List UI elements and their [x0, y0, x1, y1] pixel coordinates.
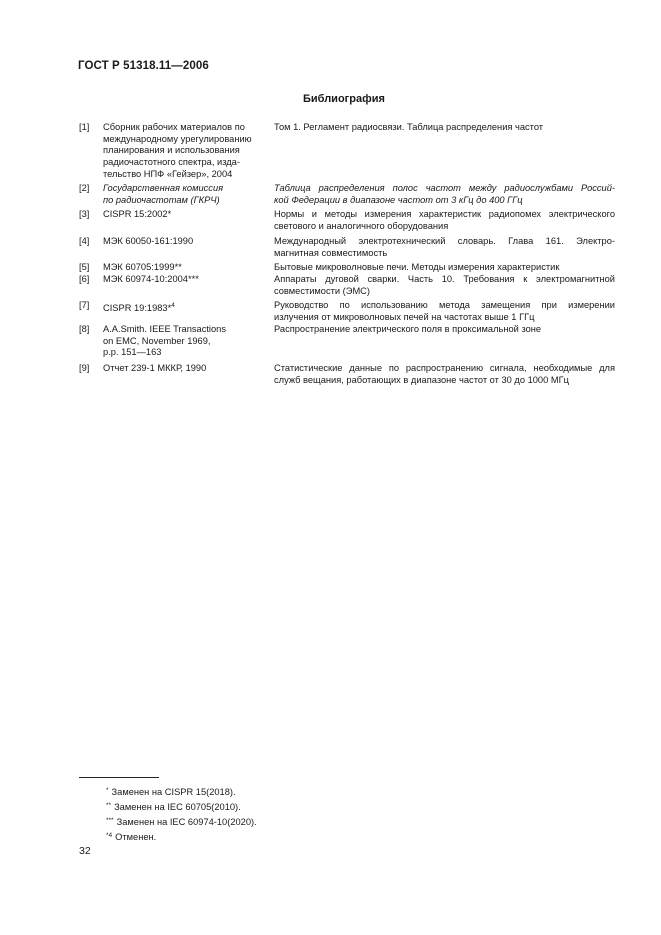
entry-number: [9]	[79, 363, 90, 373]
footnote-mark: *4	[106, 832, 113, 839]
entry-description	[274, 209, 615, 232]
footnote	[106, 800, 241, 813]
description-line: Нормы и методы измерения характеристик радиопомех электрического	[274, 209, 615, 219]
description-line: Аппараты дуговой сварки. Часть 10. Требования к электромагнитной	[274, 274, 615, 284]
entry-number: [3]	[79, 209, 90, 219]
entry-description	[274, 363, 615, 386]
entry-source	[103, 324, 268, 359]
source-line: МЭК 60050-161:1990	[103, 236, 194, 246]
source-line: Отчет 239-1 МККР, 1990	[103, 363, 207, 373]
footnote-mark: **	[106, 802, 112, 809]
entry-number: [2]	[79, 183, 90, 193]
source-line: Сборник рабочих материалов по	[103, 122, 245, 132]
description-line: Бытовые микроволновые печи. Методы измерения характеристик	[274, 262, 560, 272]
entry-description	[274, 300, 615, 323]
source-line: A.A.Smith. IEEE Transactions	[103, 324, 226, 334]
footnote-mark: *	[106, 787, 109, 794]
description-line: Том 1. Регламент радиосвязи. Таблица распределения частот	[274, 122, 544, 132]
footnote-text: Заменен на IEC 60974-10(2020).	[116, 817, 257, 827]
description-line: Распространение электрического поля в проксимальной зоне	[274, 324, 542, 334]
source-line: CISPR 15:2002*	[103, 209, 172, 219]
footnote-text: Отменен.	[115, 832, 157, 842]
entry-source	[103, 300, 268, 315]
source-line: по радиочастотам (ГКРЧ)	[103, 194, 220, 205]
entry-source	[103, 209, 268, 221]
description-line: Статистические данные по распространению сигнала, необходимые для	[274, 363, 615, 373]
source-line: МЭК 60705:1999**	[103, 262, 182, 272]
description-line: совместимости (ЭМС)	[274, 285, 370, 296]
entry-number: [6]	[79, 274, 90, 284]
entry-number: [5]	[79, 262, 90, 272]
entry-source	[103, 183, 268, 206]
source-line: CISPR 19:1983*$^4$	[103, 302, 175, 314]
page-number: 32	[79, 845, 91, 857]
source-line: МЭК 60974-10:2004***	[103, 274, 199, 284]
footnote-text: Заменен на CISPR 15(2018).	[111, 787, 236, 797]
entry-number: [7]	[79, 300, 90, 310]
description-line: магнитная совместимость	[274, 247, 388, 258]
entry-description	[274, 183, 615, 206]
footnote	[106, 815, 257, 828]
entry-description	[274, 324, 615, 336]
footnote	[106, 785, 236, 798]
document-header: ГОСТ Р 51318.11—2006	[78, 60, 209, 72]
entry-number: [4]	[79, 236, 90, 246]
footnote	[106, 830, 156, 843]
source-line: Государственная комиссия	[103, 183, 224, 193]
entry-source	[103, 122, 268, 181]
description-line: светового и аналогичного оборудования	[274, 220, 449, 231]
description-line: Таблица распределения полос частот между радиослужбами Россий-	[274, 183, 615, 193]
source-line: тельство НПФ «Гейзер», 2004	[103, 168, 233, 179]
source-line: планирования и использования	[103, 145, 240, 156]
entry-number: [8]	[79, 324, 90, 334]
description-line: Международный электротехнический словарь. Глава 161. Электро-	[274, 236, 615, 246]
entry-description	[274, 274, 615, 297]
footnote-mark: ***	[106, 817, 114, 824]
description-line: Руководство по использованию метода замещения при измерении	[274, 300, 615, 310]
entry-description	[274, 262, 615, 274]
footnote-separator	[79, 777, 159, 778]
entry-source	[103, 363, 268, 375]
description-line: служб вещания, работающих в диапазоне частот от 30 до 1000 МГц	[274, 374, 569, 385]
entry-source	[103, 262, 268, 274]
entry-description	[274, 122, 615, 134]
entry-source	[103, 236, 268, 248]
entry-number: [1]	[79, 122, 90, 132]
footnote-text: Заменен на IEC 60705(2010).	[114, 802, 241, 812]
source-line: радиочастотного спектра, изда-	[103, 157, 240, 168]
description-line: излучения от микроволновых печей на частотах выше 1 ГГц	[274, 311, 535, 322]
description-line: кой Федерации в диапазоне частот от 3 кГц до 400 ГГц	[274, 194, 523, 205]
section-title: Библиография	[303, 93, 385, 105]
source-line: p.p. 151—163	[103, 347, 162, 358]
source-line: on EMC, November 1969,	[103, 335, 211, 346]
entry-source	[103, 274, 268, 286]
entry-description	[274, 236, 615, 259]
source-line: международному урегулированию	[103, 133, 252, 144]
